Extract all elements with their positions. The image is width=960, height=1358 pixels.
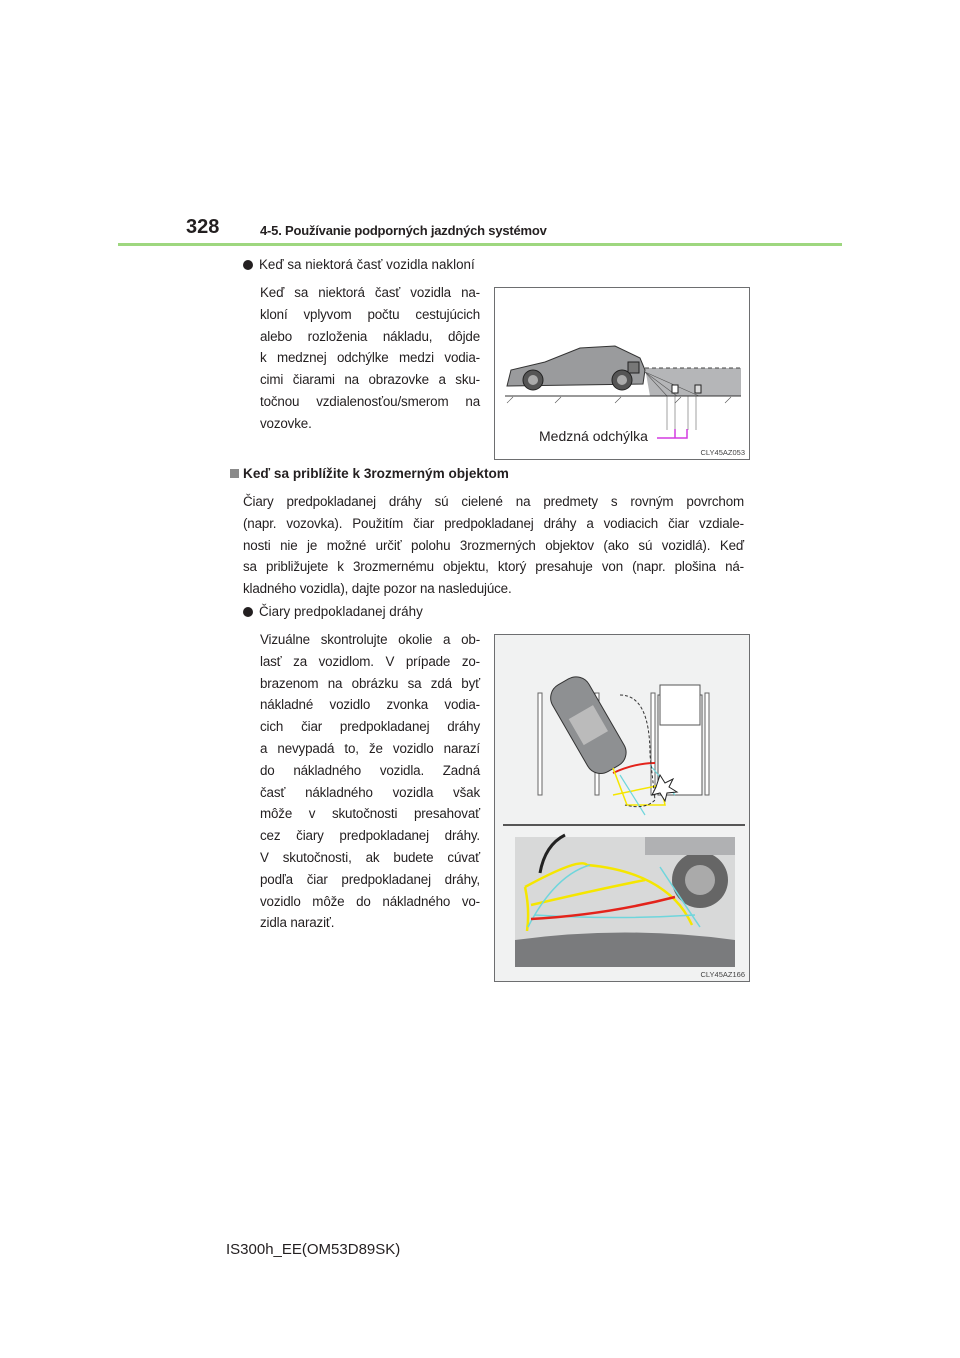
text-line: lasť za vozidlom. V prípade zo-	[260, 653, 480, 669]
square-bullet-icon	[230, 469, 239, 478]
bullet-label: Keď sa niektorá časť vozidla nakloní	[259, 257, 475, 272]
text-line: cich čiar predpokladanej dráhy	[260, 719, 480, 735]
text-line: do nákladného vozidla. Zadná	[260, 762, 480, 778]
bullet-icon	[243, 260, 253, 270]
text-line: V skutočnosti, ak budete cúvať	[260, 850, 480, 865]
bullet-label: Čiary predpokladanej dráhy	[259, 604, 423, 619]
heading-text: Keď sa priblížite k 3rozmerným objektom	[243, 466, 509, 481]
figure-predicted-path	[494, 634, 750, 982]
text-line: nákladné vozidlo zvonka vodia-	[260, 697, 480, 713]
bullet-heading-tilt	[243, 257, 475, 272]
page-number: 328	[186, 216, 220, 238]
figure-vehicle-tilt	[494, 287, 750, 460]
bullet-heading-predicted-path	[243, 604, 423, 619]
text-line: alebo rozloženia nákladu, dôjde	[260, 328, 480, 344]
figure-code: CLY45AZ053	[700, 448, 745, 457]
text-line: Čiary predpokladanej dráhy sú cielené na predmety s rovným povrchom	[243, 494, 744, 509]
text-line: Vizuálne skontrolujte okolie a ob-	[260, 632, 480, 647]
text-line: vozidlo môže do nákladného vo-	[260, 893, 480, 909]
header-divider	[118, 243, 842, 246]
figure-label-deviation: Medzná odchýlka	[539, 428, 648, 444]
text-line: vozovke.	[260, 415, 312, 431]
text-line: a nevypadá to, že vozidlo narazí	[260, 741, 480, 756]
footer-model-code: IS300h_EE(OM53D89SK)	[226, 1241, 401, 1258]
figure-code: CLY45AZ166	[700, 970, 745, 979]
text-line: môže v skutočnosti presahovať	[260, 806, 480, 822]
text-line: (napr. vozovka). Použitím čiar predpokladanej dráhy a vodiacich čiar vzdiale-	[243, 515, 744, 531]
text-line: zidla naraziť.	[260, 915, 335, 931]
text-line: točnou vzdialenosťou/smerom na	[260, 394, 480, 409]
text-line: brazenom na obrázku sa zdá byť	[260, 675, 480, 691]
parking-guide-illustration	[495, 635, 749, 981]
text-line: cimi čiarami na obrazovke a sku-	[260, 372, 480, 388]
section-title: 4-5. Používanie podporných jazdných systémov	[260, 223, 547, 238]
text-line: časť nákladného vozidla však	[260, 784, 480, 800]
text-line: Keď sa niektorá časť vozidla na-	[260, 285, 480, 300]
text-line: sa približujete k 3rozmernému objektu, ktorý presahuje von (napr. plošina ná-	[243, 559, 744, 575]
text-line: kloní vplyvom počtu cestujúcich	[260, 306, 480, 322]
text-line: k medznej odchýlke medzi vodia-	[260, 350, 480, 366]
text-line: nosti nie je možné určiť polohu 3rozmerných objektov (ako sú vozidlá). Keď	[243, 537, 744, 553]
text-line: cez čiary predpokladanej dráhy.	[260, 828, 480, 844]
bullet-icon	[243, 607, 253, 617]
section-heading-3d-objects	[230, 466, 509, 481]
text-line: podľa čiar predpokladanej dráhy,	[260, 871, 480, 887]
text-line: kladného vozidla), dajte pozor na nasledujúce.	[243, 581, 512, 597]
